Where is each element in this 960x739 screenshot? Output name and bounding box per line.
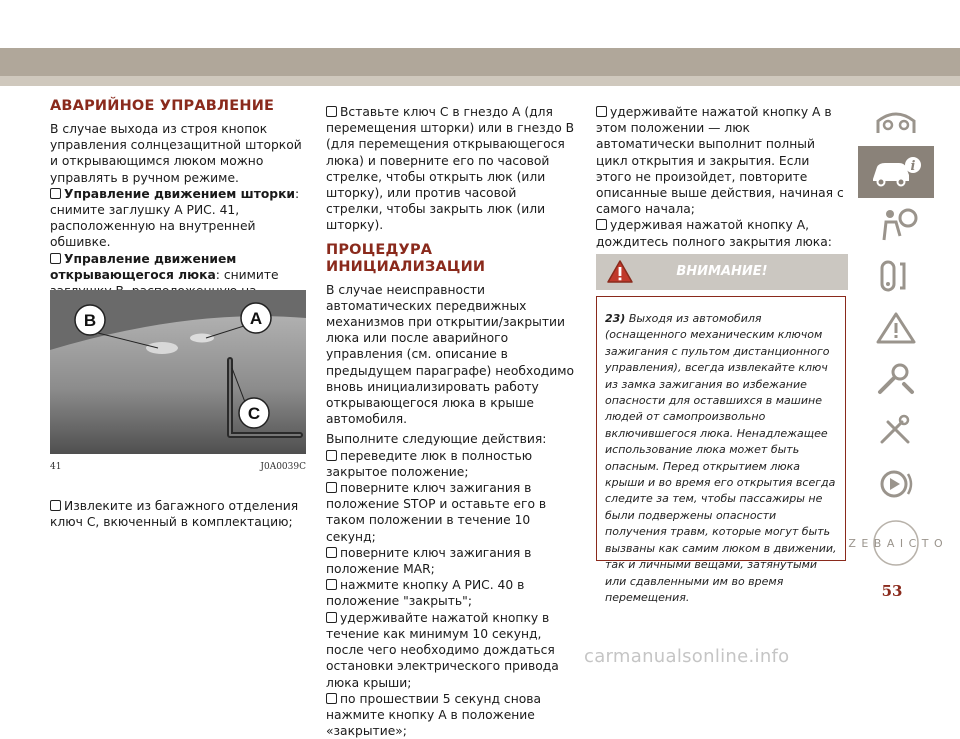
safety-airbag-icon xyxy=(874,206,918,242)
initialization-steps-lead: Выполните следующие действия: xyxy=(326,432,547,447)
figure-code: J0A0039C xyxy=(260,462,306,472)
init-step: удерживая нажатой кнопку A, дождитесь полного закрытия люка: xyxy=(596,218,832,249)
checkbox-icon xyxy=(326,612,337,623)
checkbox-icon xyxy=(326,450,337,461)
sidebar-tab-warnings[interactable] xyxy=(858,302,934,354)
emergency-intro: В случае выхода из строя кнопок управления солнцезащитной шторкой и открывающимся люком можно управлять в ручном режиме. xyxy=(50,122,302,185)
column-1 xyxy=(50,98,306,315)
checkbox-icon xyxy=(326,547,337,558)
shade-control-item: Управление движением шторки: снимите заглушку A РИС. 41, расположенную на внутренней обшивке. xyxy=(50,186,300,250)
car-dashboard-icon xyxy=(874,103,918,137)
init-step: по прошествии 5 секунд снова нажмите кнопку A в положение «закрытие»; xyxy=(326,691,542,739)
figure-label-c: C xyxy=(247,404,261,423)
init-step: переведите люк в полностью закрытое положение; xyxy=(326,448,533,479)
checkbox-icon xyxy=(326,579,337,590)
column-1-bottom xyxy=(50,498,306,530)
header-band xyxy=(0,48,960,76)
index-alphabet-icon xyxy=(848,517,944,569)
warning-text: Выходя из автомобиля (оснащенного механическим ключом зажигания с пультом дистанционного управления), всегда извлекайте ключ из замка зажигания во избежание опасности для оставшихся в машине людей от самопроизвольно включившегося люка. Ненадлежащее использование люка может быть опасным. Перед открытием люка крыши и во время его открытия всегда следите за тем, чтобы пассажиры не были подвержены опасности получения травм, которые могут быть вызваны как самим люком в движении, так и личными вещами, затянутыми или сдавленными им во время перемещения. xyxy=(605,312,837,604)
checkbox-icon xyxy=(326,106,337,117)
figure-number: 41 xyxy=(50,462,62,472)
checkbox-icon xyxy=(326,693,337,704)
top-margin xyxy=(0,0,960,48)
watermark: carmanualsonline.info xyxy=(584,646,790,667)
sidebar-tab-dashboard[interactable] xyxy=(858,94,934,146)
page-number: 53 xyxy=(881,582,903,600)
warning-header xyxy=(596,254,848,290)
checkbox-icon xyxy=(50,188,61,199)
sunroof-figure xyxy=(50,290,306,454)
column-2 xyxy=(326,104,576,739)
sidebar-tab-safety[interactable] xyxy=(858,198,934,250)
emergency-control-heading: АВАРИЙНОЕ УПРАВЛЕНИЕ xyxy=(50,98,275,114)
checkbox-icon xyxy=(596,106,607,117)
checkbox-icon xyxy=(596,219,607,230)
remove-key-item: Извлеките из багажного отделения ключ C, вкюченный в комплектацию; xyxy=(50,499,299,530)
figure-label-b: B xyxy=(83,311,97,330)
checkbox-icon xyxy=(326,482,337,493)
init-step: удерживайте нажатой кнопку A в этом положении — люк автоматически выполнит полный цикл открытия и закрытия. Если этого не произойдет, повторите описанные выше действия, начиная с самого начала; xyxy=(596,105,844,217)
init-step: удерживайте нажатой кнопку в течение как минимум 10 секунд, после чего необходимо дождаться остановки электрического привода люка крыши; xyxy=(326,610,559,690)
multimedia-icon xyxy=(874,466,918,502)
init-step: поверните ключ зажигания в положение MAR; xyxy=(326,545,532,577)
sidebar-tab-multimedia[interactable] xyxy=(858,458,934,510)
checkbox-icon xyxy=(50,500,61,511)
specs-tools-icon xyxy=(874,414,918,450)
sidebar-tab-service[interactable] xyxy=(858,354,934,406)
sidebar-tab-index[interactable] xyxy=(848,510,944,576)
checkbox-icon xyxy=(50,253,61,264)
init-step: нажмите кнопку A РИС. 40 в положение "закрыть"; xyxy=(326,578,525,609)
sidebar-tab-car-info[interactable] xyxy=(858,146,934,198)
warning-box xyxy=(596,296,846,604)
car-info-icon xyxy=(869,155,923,189)
figure-caption xyxy=(50,462,306,472)
header-band-light xyxy=(0,76,960,86)
index-letters: Z E B A I C T O xyxy=(848,537,944,550)
insert-key-item: Вставьте ключ C в гнездо A (для перемещения шторки) или в гнездо B (для перемещения открывающегося люка) и поверните его по часовой стрелке, чтобы открыть люк (или шторку), или против часовой стрелки, чтобы закрыть люк (или шторку). xyxy=(326,105,575,233)
service-wrench-icon xyxy=(874,362,918,398)
initialization-heading: ПРОЦЕДУРА ИНИЦИАЛИЗАЦИИ xyxy=(326,241,486,275)
key-start-icon xyxy=(874,258,918,294)
warning-title: ВНИМАНИЕ! xyxy=(676,264,768,279)
init-step: поверните ключ зажигания в положение STOP и оставьте его в таком положении в течение 10 секунд; xyxy=(326,481,547,544)
figure-label-a: A xyxy=(249,309,263,328)
svg-text:i: i xyxy=(910,159,916,174)
sidebar-tab-specs[interactable] xyxy=(858,406,934,458)
sidebar-tab-start[interactable] xyxy=(858,250,934,302)
initialization-intro: В случае неисправности автоматических передвижных механизмов при открытии/закрытии люка или после аварийного управления (см. описание в предыдущем параграфе) необходимо вновь инициализировать работу открывающегося люка в крыше автомобиля. xyxy=(326,282,575,427)
warning-number: 23) xyxy=(605,312,626,325)
sunroof-control-item: Управление движением открывающегося люка: снимите xyxy=(50,251,279,282)
warning-triangle-icon xyxy=(874,310,918,346)
